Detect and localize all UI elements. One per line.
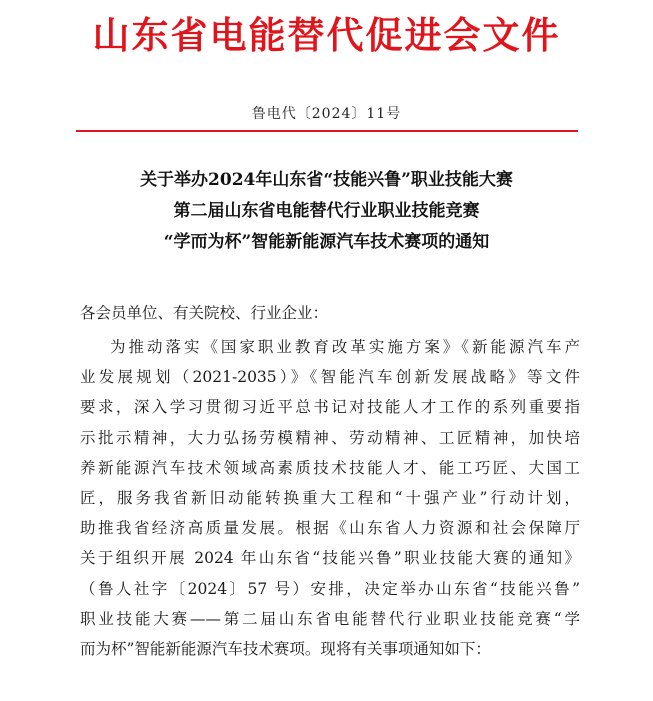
body-paragraph bbox=[80, 332, 580, 664]
body-line: 职业技能大赛——第二届山东省电能替代行业职业技能竞赛“学 bbox=[80, 609, 580, 628]
notice-title-line-2: 第二届山东省电能替代行业职业技能竞赛 bbox=[173, 201, 480, 221]
document-number: 鲁电代〔2024〕11号 bbox=[251, 106, 402, 122]
body-line: 业发展规划（2021-2035）》《智能汽车创新发展战略》等文件 bbox=[80, 368, 580, 387]
body-line: 匠，服务我省新旧动能转换重大工程和“十强产业”行动计划， bbox=[80, 489, 580, 508]
red-divider-line bbox=[76, 130, 578, 132]
document-header-title: 山东省电能替代促进会文件 bbox=[92, 14, 561, 57]
body-line: （鲁人社字〔2024〕57 号）安排，决定举办山东省“技能兴鲁” bbox=[80, 579, 580, 598]
body-line: 助推我省经济高质量发展。根据《山东省人力资源和社会保障厅 bbox=[80, 519, 580, 538]
notice-title-line-1: 关于举办2024年山东省“技能兴鲁”职业技能大赛 bbox=[140, 170, 513, 190]
salutation: 各会员单位、有关院校、行业企业： bbox=[80, 304, 329, 322]
notice-title-line-3: “学而为杯”智能新能源汽车技术赛项的通知 bbox=[163, 232, 490, 252]
body-line: 为推动落实《国家职业教育改革实施方案》《新能源汽车产 bbox=[110, 338, 580, 356]
body-line: 养新能源汽车技术领域高素质技术技能人才、能工巧匠、大国工 bbox=[80, 458, 580, 477]
notice-title bbox=[0, 165, 653, 258]
body-line: 示批示精神，大力弘扬劳模精神、劳动精神、工匠精神，加快培 bbox=[80, 428, 580, 447]
body-line: 而为杯”智能新能源汽车技术赛项。现将有关事项通知如下： bbox=[80, 640, 491, 659]
body-line: 关于组织开展 2024 年山东省“技能兴鲁”职业技能大赛的通知》 bbox=[80, 549, 580, 568]
body-line: 要求，深入学习贯彻习近平总书记对技能人才工作的系列重要指 bbox=[80, 398, 580, 417]
